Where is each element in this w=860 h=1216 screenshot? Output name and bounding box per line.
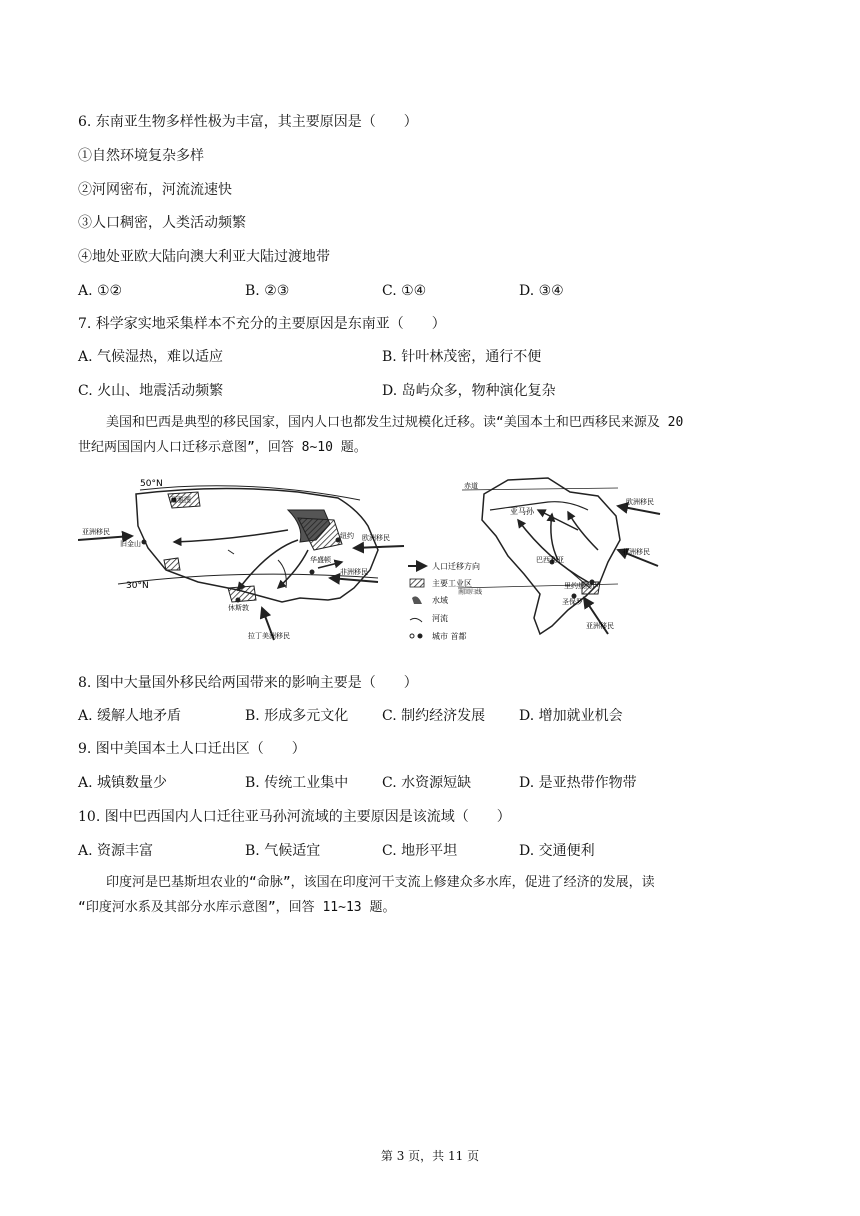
brazil-label-amazon: 亚马孙	[510, 507, 534, 516]
migration-map	[78, 470, 678, 646]
usa-lat-50: 50°N	[140, 479, 163, 489]
q6-item-2: ②河网密布，河流流速快	[78, 182, 232, 198]
brazil-label-tropic: 南回归线	[458, 589, 483, 596]
q6-item-4: ④地处亚欧大陆向澳大利亚大陆过渡地带	[78, 249, 330, 265]
q6-item-1: ①自然环境复杂多样	[78, 148, 204, 164]
brazil-label-brasilia: 巴西利亚	[536, 556, 564, 564]
q8-option-a: A. 缓解人地矛盾	[78, 708, 182, 724]
q10-option-d: D. 交通便利	[519, 843, 595, 859]
usa-label-african-migrants: 非洲移民	[340, 568, 368, 576]
intro-migration-line-1: 美国和巴西是典型的移民国家，国内人口也都发生过规模化迁移。读“美国本土和巴西移民来源及 20	[106, 415, 684, 430]
q9-option-a: A. 城镇数量少	[78, 775, 168, 791]
q9-stem: 9. 图中美国本土人口迁出区（ ）	[78, 741, 306, 757]
q9-option-c: C. 水资源短缺	[382, 775, 472, 791]
q9-option-b: B. 传统工业集中	[245, 775, 349, 791]
q8-option-d: D. 增加就业机会	[519, 708, 623, 724]
intro-indus-line-2: “印度河水系及其部分水库示意图”，回答 11~13 题。	[78, 900, 396, 915]
usa-label-houston: 休斯敦	[228, 604, 249, 612]
q7-option-c: C. 火山、地震活动频繁	[78, 383, 224, 399]
q8-stem: 8. 图中大量国外移民给两国带来的影响主要是（ ）	[78, 675, 418, 691]
q6-stem: 6. 东南亚生物多样性极为丰富，其主要原因是（ ）	[78, 114, 418, 130]
legend-industry: 主要工业区	[432, 579, 472, 588]
brazil-label-european-migrants: 欧洲移民	[626, 498, 654, 506]
intro-indus-line-1: 印度河是巴基斯坦农业的“命脉”，该国在印度河干支流上修建众多水库，促进了经济的发展，读	[106, 875, 655, 890]
q9-option-d: D. 是亚热带作物带	[519, 775, 637, 791]
q10-stem: 10. 图中巴西国内人口迁往亚马孙河流域的主要原因是该流域（ ）	[78, 809, 511, 825]
usa-map	[78, 486, 404, 640]
map-legend	[408, 566, 426, 639]
brazil-label-rio: 里约热内卢	[564, 582, 599, 590]
legend-city: 城市 首都	[432, 632, 467, 641]
q10-option-c: C. 地形平坦	[382, 843, 458, 859]
usa-label-new-york: 纽约	[340, 532, 354, 540]
q7-stem: 7. 科学家实地采集样本不充分的主要原因是东南亚（ ）	[78, 316, 446, 332]
intro-migration-line-2: 世纪两国国内人口迁移示意图”，回答 8~10 题。	[78, 440, 367, 455]
brazil-label-equator: 赤道	[464, 482, 478, 490]
usa-label-latin-migrants: 拉丁美洲移民	[248, 632, 290, 640]
q6-option-a: A. ①②	[78, 283, 123, 299]
q8-option-c: C. 制约经济发展	[382, 708, 486, 724]
q7-option-a: A. 气候湿热，难以适应	[78, 349, 224, 365]
q10-option-b: B. 气候适宜	[245, 843, 321, 859]
q6-item-3: ③人口稠密，人类活动频繁	[78, 215, 246, 231]
brazil-label-sao-paulo: 圣保罗	[562, 598, 583, 606]
q7-option-b: B. 针叶林茂密，通行不便	[382, 349, 542, 365]
usa-label-washington: 华盛顿	[310, 556, 331, 564]
q6-option-b: B. ②③	[245, 283, 290, 299]
q6-option-c: C. ①④	[382, 283, 427, 299]
q10-option-a: A. 资源丰富	[78, 843, 154, 859]
brazil-label-asian-migrants: 亚洲移民	[586, 622, 614, 630]
q8-option-b: B. 形成多元文化	[245, 708, 349, 724]
legend-migration: 人口迁移方向	[432, 562, 480, 571]
usa-label-asian-migrants: 亚洲移民	[82, 528, 110, 536]
q6-option-d: D. ③④	[519, 283, 564, 299]
usa-lat-30: 30°N	[126, 581, 149, 591]
usa-label-european-migrants: 欧洲移民	[362, 534, 390, 542]
usa-label-san-francisco: 旧金山	[120, 540, 141, 548]
legend-river: 河流	[432, 614, 448, 623]
brazil-label-african-migrants: 非洲移民	[622, 548, 650, 556]
page-number: 第 3 页，共 11 页	[380, 1149, 480, 1163]
usa-label-seattle: 西雅图	[170, 496, 191, 504]
legend-water: 水域	[432, 596, 448, 605]
q7-option-d: D. 岛屿众多，物种演化复杂	[382, 383, 556, 399]
